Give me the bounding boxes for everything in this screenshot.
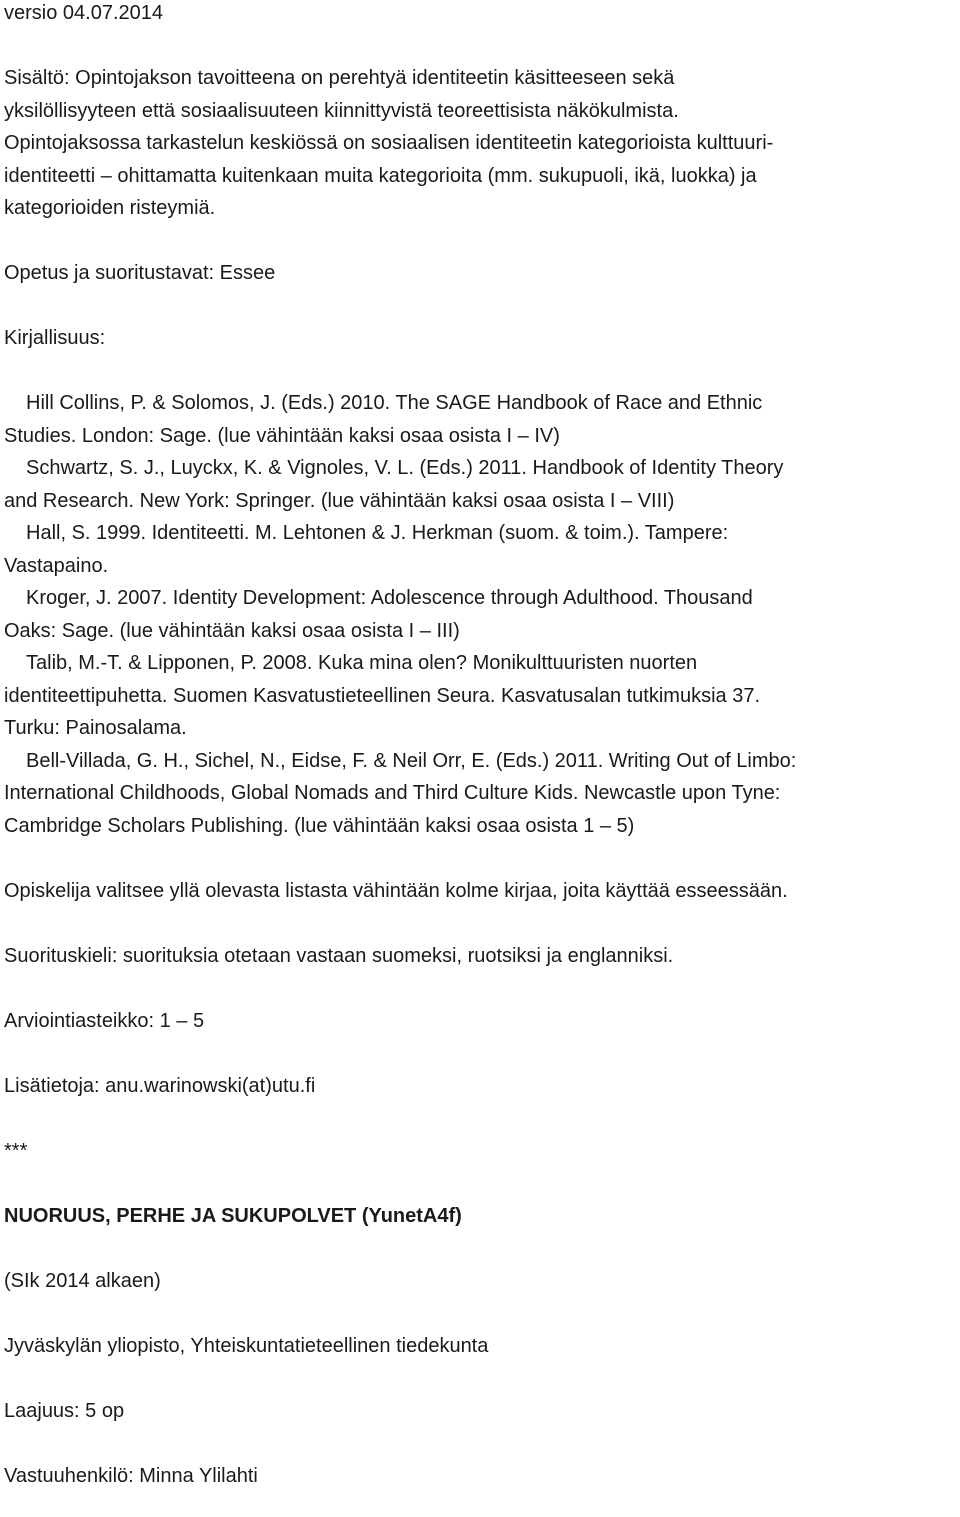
spacer	[4, 355, 958, 388]
course-title: NUORUUS, PERHE JA SUKUPOLVET (YunetA4f)	[4, 1204, 462, 1227]
reference-line: International Childhoods, Global Nomads and Third Culture Kids. Newcastle upon Tyne:	[4, 782, 781, 804]
content-line: identiteetti – ohittamatta kuitenkaan muita kategorioita (mm. sukupuoli, ikä, luokka) ja	[4, 164, 757, 187]
reference-line: and Research. New York: Springer. (lue vähintään kaksi osaa osista I – VIII)	[4, 489, 675, 512]
course-scope: Laajuus: 5 op	[4, 1399, 125, 1422]
reference-line: Hill Collins, P. & Solomos, J. (Eds.) 2010. The SAGE Handbook of Race and Ethnic	[26, 392, 763, 414]
reference-line: Cambridge Scholars Publishing. (lue vähintään kaksi osaa osista 1 – 5)	[4, 814, 635, 837]
content-line: yksilöllisyyteen että sosiaalisuuteen kiinnittyvistä teoreettisista näkökulmista.	[4, 99, 679, 122]
spacer	[4, 1297, 958, 1330]
document-page	[4, 0, 958, 1492]
reference-line: Studies. London: Sage. (lue vähintään kaksi osaa osista I – IV)	[4, 424, 560, 447]
spacer	[4, 1167, 958, 1200]
content-line: Sisältö: Opintojakson tavoitteena on perehtyä identiteetin käsitteeseen sekä	[4, 67, 675, 89]
reference-item	[4, 387, 958, 452]
contact-info: Lisätietoja: anu.warinowski(at)utu.fi	[4, 1074, 316, 1097]
spacer	[4, 1427, 958, 1460]
spacer	[4, 1102, 958, 1135]
spacer	[4, 225, 958, 258]
course-university: Jyväskylän yliopisto, Yhteiskuntatieteellinen tiedekunta	[4, 1334, 489, 1357]
reference-line: Schwartz, S. J., Luyckx, K. & Vignoles, V. L. (Eds.) 2011. Handbook of Identity Theory	[26, 457, 784, 479]
reference-list	[4, 387, 958, 842]
content-line: Opintojaksossa tarkastelun keskiössä on sosiaalisen identiteetin kategorioista kulttuuri-	[4, 132, 774, 154]
reference-item	[4, 452, 958, 517]
course-responsible: Vastuuhenkilö: Minna Ylilahti	[4, 1464, 258, 1487]
spacer	[4, 842, 958, 875]
course-content-paragraph	[4, 62, 958, 225]
spacer	[4, 907, 958, 940]
reference-line: Talib, M.-T. & Lipponen, P. 2008. Kuka mina olen? Monikulttuuristen nuorten	[26, 652, 698, 674]
spacer	[4, 1037, 958, 1070]
section-separator: ***	[4, 1139, 28, 1162]
reference-line: Kroger, J. 2007. Identity Development: Adolescence through Adulthood. Thousand	[26, 587, 753, 609]
spacer	[4, 290, 958, 323]
reference-item	[4, 582, 958, 647]
reference-line: Vastapaino.	[4, 554, 109, 577]
course-validity: (SIk 2014 alkaen)	[4, 1269, 161, 1292]
reference-item	[4, 647, 958, 745]
reference-line: Hall, S. 1999. Identiteetti. M. Lehtonen & J. Herkman (suom. & toim.). Tampere:	[26, 522, 729, 544]
reference-item	[4, 745, 958, 843]
spacer	[4, 972, 958, 1005]
grading-scale: Arviointiasteikko: 1 – 5	[4, 1009, 205, 1032]
content-line: kategorioiden risteymiä.	[4, 197, 216, 219]
selection-note: Opiskelija valitsee yllä olevasta listasta vähintään kolme kirjaa, joita käyttää esseessään.	[4, 879, 788, 902]
spacer	[4, 30, 958, 63]
reference-line: Oaks: Sage. (lue vähintään kaksi osaa osista I – III)	[4, 619, 460, 642]
language-info: Suorituskieli: suorituksia otetaan vastaan suomeksi, ruotsiksi ja englanniksi.	[4, 944, 674, 967]
reference-line: Turku: Painosalama.	[4, 717, 187, 739]
reference-line: identiteettipuhetta. Suomen Kasvatustieteellinen Seura. Kasvatusalan tutkimuksia 37.	[4, 684, 761, 707]
reference-item	[4, 517, 958, 582]
spacer	[4, 1362, 958, 1395]
version-line: versio 04.07.2014	[4, 2, 164, 24]
teaching-methods: Opetus ja suoritustavat: Essee	[4, 262, 276, 284]
literature-heading: Kirjallisuus:	[4, 327, 106, 349]
reference-line: Bell-Villada, G. H., Sichel, N., Eidse, F. & Neil Orr, E. (Eds.) 2011. Writing Out of Limbo:	[26, 749, 797, 772]
spacer	[4, 1232, 958, 1265]
